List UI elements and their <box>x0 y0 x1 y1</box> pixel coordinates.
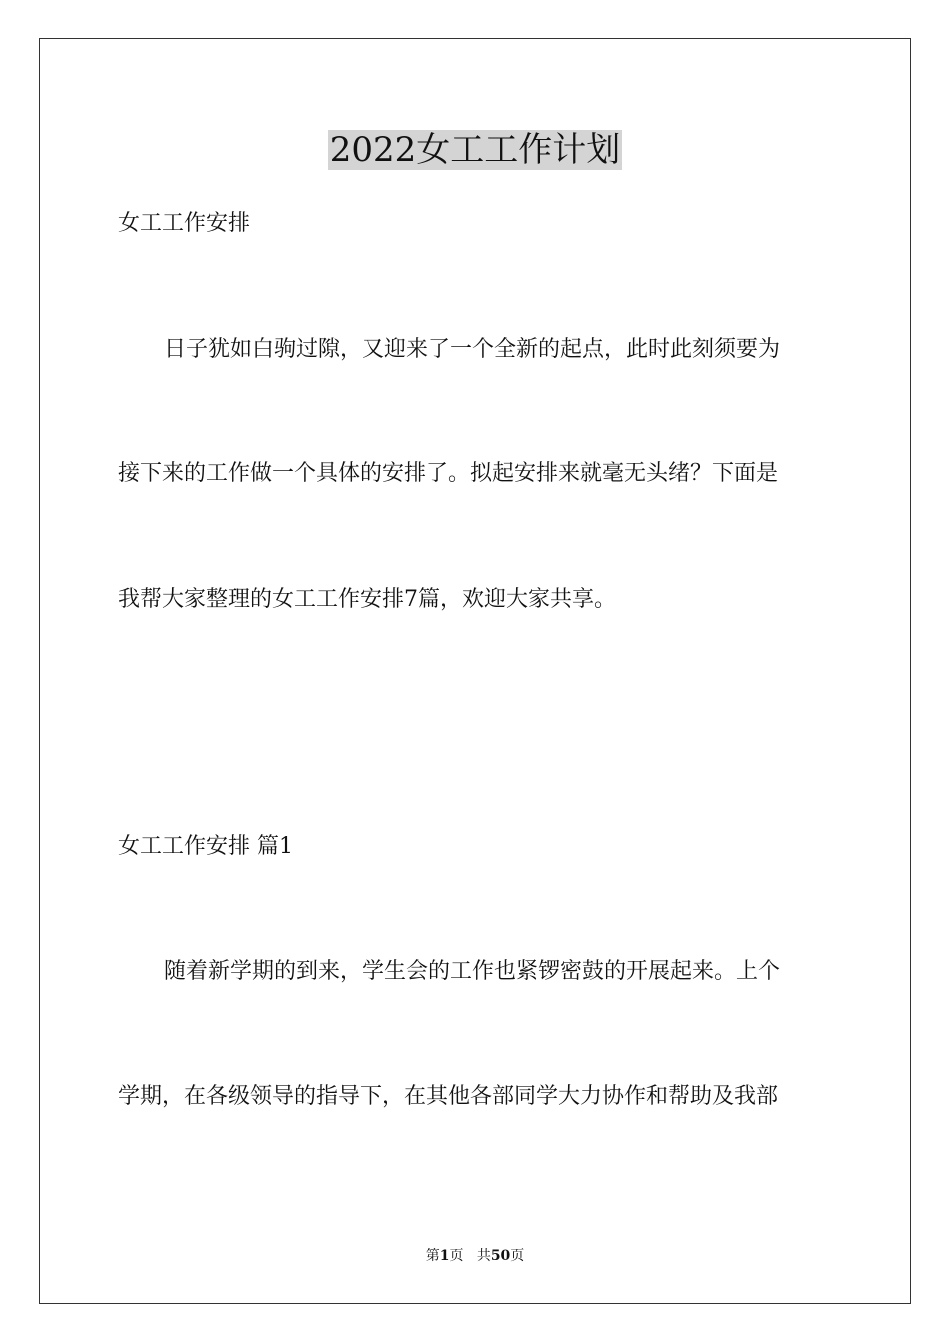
section-heading: 女工工作安排 篇1 <box>118 834 293 859</box>
page-unit: 页 <box>449 1248 464 1264</box>
document-title-text: 2022女工工作计划 <box>329 130 621 170</box>
paragraph-line: 学期，在各级领导的指导下，在其他各部同学大力协作和帮助及我部 <box>118 1084 779 1109</box>
document-title <box>0 127 950 173</box>
paragraph-line: 我帮大家整理的女工工作安排7篇，欢迎大家共享。 <box>118 587 616 612</box>
total-unit: 页 <box>510 1248 525 1264</box>
section-heading: 女工工作安排 <box>118 211 251 236</box>
paragraph-line: 随着新学期的到来，学生会的工作也紧锣密鼓的开展起来。上个 <box>164 959 781 984</box>
page-number: 1 <box>439 1248 450 1264</box>
page-footer <box>0 1246 950 1266</box>
total-prefix: 共 <box>476 1248 491 1264</box>
page-prefix: 第 <box>425 1248 440 1264</box>
page-total: 50 <box>490 1248 511 1264</box>
paragraph-line: 日子犹如白驹过隙，又迎来了一个全新的起点，此时此刻须要为 <box>164 337 781 362</box>
paragraph-line: 接下来的工作做一个具体的安排了。拟起安排来就毫无头绪？下面是 <box>118 461 779 486</box>
